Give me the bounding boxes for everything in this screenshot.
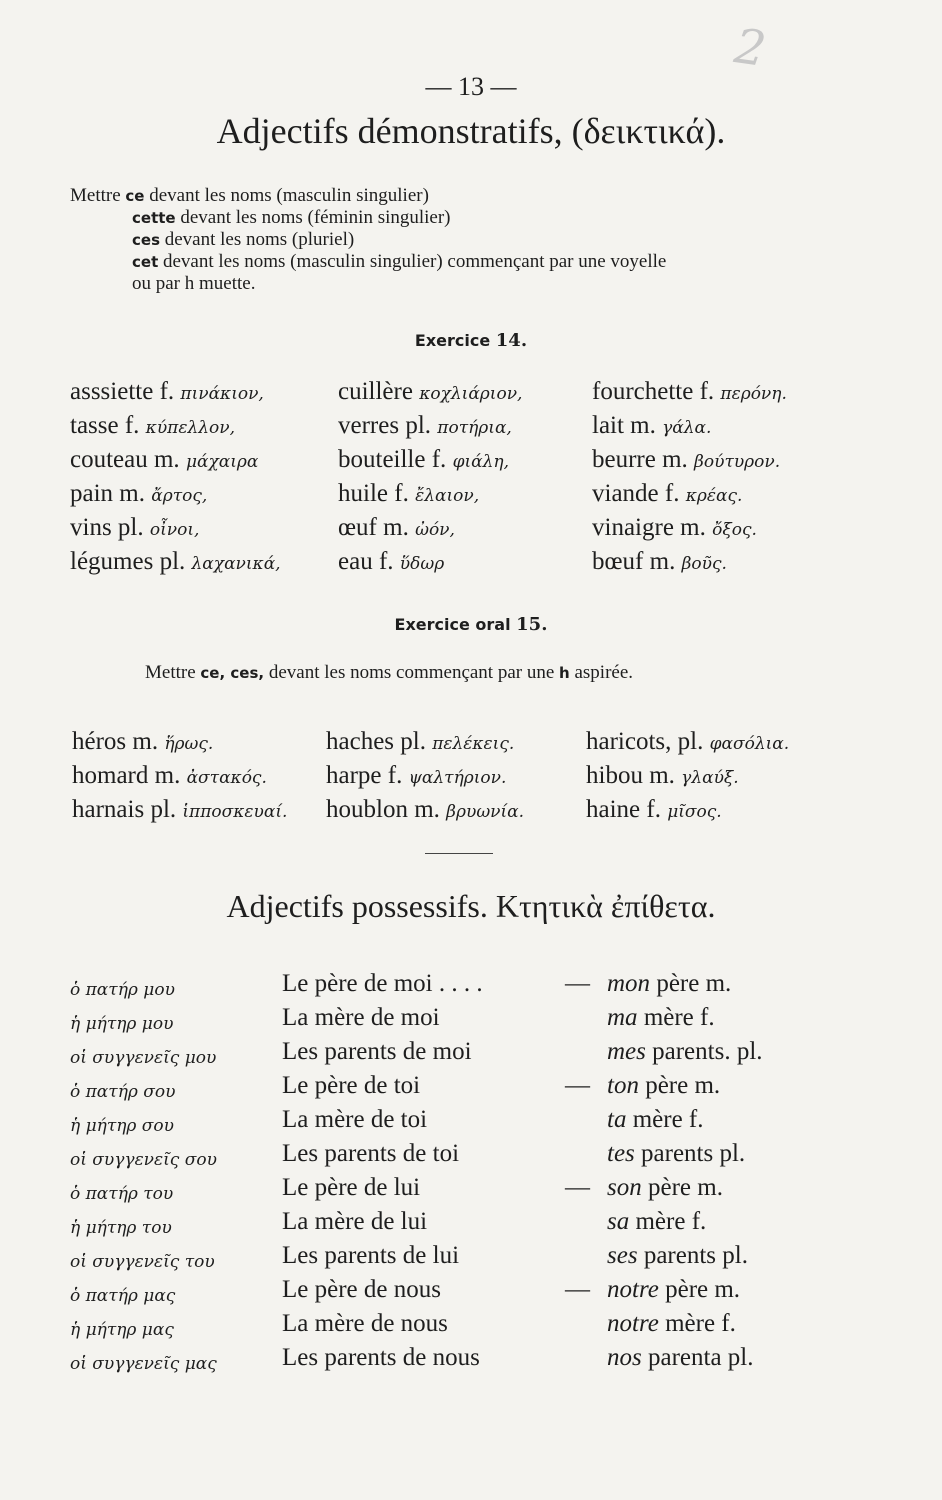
greek-word: ψαλτήριον. [408, 768, 507, 788]
vocab-entry [70, 378, 264, 406]
possessive-form [607, 1106, 704, 1134]
keyword: cette [132, 209, 176, 227]
vocab-entry [338, 446, 509, 474]
french-word: vins pl. [70, 514, 144, 541]
french-word: œuf m. [338, 514, 409, 541]
dash: — [565, 1072, 590, 1099]
french-word: tasse f. [70, 412, 140, 439]
possessive-form [607, 1276, 740, 1304]
greek-word: μάχαιρα [185, 452, 259, 472]
noun-gloss: mère f. [626, 1106, 704, 1133]
vocab-entry [70, 480, 207, 508]
greek-word: γάλα. [662, 418, 712, 438]
french-phrase: La mère de nous [282, 1310, 448, 1337]
greek-word: βοῦς. [681, 554, 727, 574]
greek-phrase: οἱ συγγενεῖς του [70, 1252, 215, 1272]
french-word: bœuf m. [592, 548, 676, 575]
keyword: ces [132, 231, 160, 249]
noun-gloss: parents pl. [634, 1140, 746, 1167]
possessive-adjective: ma [607, 1004, 638, 1031]
corner-pencil-mark: 2 [731, 18, 770, 78]
french-phrase: Les parents de moi [282, 1038, 472, 1065]
vocab-entry [338, 548, 444, 576]
vocab-entry [592, 480, 742, 508]
demonstrative-instructions [70, 185, 870, 295]
greek-word: κοχλιάριον, [419, 384, 523, 404]
possessive-form [607, 1174, 723, 1202]
greek-word: ὕδωρ [399, 554, 445, 574]
french-word: hibou m. [586, 762, 675, 789]
french-word: pain m. [70, 480, 145, 507]
french-word: haricots, pl. [586, 728, 704, 755]
french-phrase: Le père de moi . . . . [282, 970, 483, 997]
noun-gloss: père m. [650, 970, 732, 997]
possessive-form [607, 1242, 748, 1270]
greek-phrase: ὁ πατήρ μας [70, 1286, 176, 1306]
greek-word: ποτήρια, [437, 418, 512, 438]
noun-gloss: parents. pl. [645, 1038, 763, 1065]
dash: — [565, 1276, 590, 1303]
french-phrase: Les parents de nous [282, 1344, 480, 1371]
greek-word: φασόλια. [709, 734, 790, 754]
vocab-entry [72, 762, 267, 790]
vocab-entry [592, 514, 757, 542]
vocab-entry [586, 762, 739, 790]
noun-gloss: mère f. [629, 1208, 707, 1235]
vocab-entry [326, 796, 524, 824]
instruction-line: cet devant les noms (masculin singulier) commençant par une voyelle [132, 251, 667, 272]
french-word: couteau m. [70, 446, 180, 473]
french-word: verres pl. [338, 412, 432, 439]
greek-phrase: οἱ συγγενεῖς σου [70, 1150, 217, 1170]
greek-word: ἔλαιον, [415, 486, 480, 506]
possessive-form [607, 1208, 706, 1236]
possessive-adjective: mes [607, 1038, 646, 1065]
french-word: héros m. [72, 728, 159, 755]
noun-gloss: père m. [638, 1072, 721, 1099]
greek-word: οἶνοι, [149, 520, 200, 540]
greek-phrase: ἡ μήτηρ μου [70, 1014, 174, 1034]
instruction-line: ces devant les noms (pluriel) [132, 229, 355, 250]
greek-word: περόνη. [720, 384, 787, 404]
vocab-entry [338, 480, 479, 508]
french-word: houblon m. [326, 796, 440, 823]
vocab-entry [338, 378, 522, 406]
keyword: cet [132, 253, 159, 271]
keyword: ce, ces, [200, 664, 265, 682]
french-phrase: Les parents de toi [282, 1140, 460, 1167]
french-word: huile f. [338, 480, 409, 507]
greek-word: ἄρτος, [151, 486, 208, 506]
greek-phrase: ἡ μήτηρ μας [70, 1320, 174, 1340]
french-phrase: La mère de lui [282, 1208, 428, 1235]
french-phrase: Le père de lui [282, 1174, 421, 1201]
possessive-form [607, 1038, 763, 1066]
greek-phrase: ἡ μήτηρ σου [70, 1116, 174, 1136]
vocab-entry [72, 796, 287, 824]
greek-phrase: ὁ πατήρ σου [70, 1082, 176, 1102]
possessive-adjective: son [607, 1174, 642, 1201]
vocab-entry [586, 796, 722, 824]
french-word: asssiette f. [70, 378, 175, 405]
possessive-form [607, 1140, 745, 1168]
greek-word: ὠόν, [415, 520, 455, 540]
french-word: viande f. [592, 480, 680, 507]
vocab-entry [70, 446, 258, 474]
vocab-entry [592, 446, 780, 474]
greek-word: πελέκεις. [432, 734, 515, 754]
keyword: h [559, 664, 570, 682]
french-word: haches pl. [326, 728, 426, 755]
instruction-line: cette devant les noms (féminin singulier) [132, 207, 451, 228]
french-word: légumes pl. [70, 548, 186, 575]
page-number: — 13 — [425, 72, 517, 101]
possessive-adjective: ta [607, 1106, 627, 1133]
french-word: eau f. [338, 548, 394, 575]
vocab-entry [592, 378, 787, 406]
possessive-adjective: notre [607, 1310, 659, 1337]
possessive-form [607, 1344, 754, 1372]
french-word: lait m. [592, 412, 656, 439]
french-phrase: Le père de toi [282, 1072, 421, 1099]
possessive-adjective: sa [607, 1208, 630, 1235]
possessive-adjective: ton [607, 1072, 639, 1099]
greek-word: πινάκιον, [180, 384, 264, 404]
noun-gloss: père m. [658, 1276, 741, 1303]
vocab-entry [326, 728, 514, 756]
french-word: beurre m. [592, 446, 688, 473]
french-phrase: La mère de toi [282, 1106, 428, 1133]
french-phrase: Le père de nous [282, 1276, 441, 1303]
vocab-entry [70, 548, 281, 576]
noun-gloss: parenta pl. [641, 1344, 754, 1371]
greek-word: μῖσος. [667, 802, 722, 822]
noun-gloss: parents pl. [637, 1242, 748, 1269]
greek-word: ὄξος. [712, 520, 757, 540]
greek-word: βούτυρον. [694, 452, 781, 472]
greek-phrase: οἱ συγγενεῖς μας [70, 1354, 217, 1374]
greek-word: ἀστακός. [186, 768, 267, 788]
possessive-form [607, 970, 731, 998]
possessive-adjective: nos [607, 1344, 642, 1371]
vocab-entry [70, 412, 235, 440]
french-word: harnais pl. [72, 796, 177, 823]
vocab-entry [592, 412, 711, 440]
vocab-entry [592, 548, 727, 576]
noun-gloss: mère f. [658, 1310, 736, 1337]
french-word: harpe f. [326, 762, 403, 789]
exercise-15-instruction: Mettre ce, ces, devant les noms commençant par une h aspirée. [145, 662, 634, 683]
french-word: homard m. [72, 762, 181, 789]
exercise-15-heading: Exercice oral 15. [394, 614, 548, 635]
vocab-entry [586, 728, 789, 756]
french-word: fourchette f. [592, 378, 715, 405]
possessive-adjective: tes [607, 1140, 635, 1167]
greek-word: ἱπποσκευαί. [182, 802, 288, 822]
instruction-line: ou par h muette. [132, 273, 256, 294]
instruction-line: Mettre ce devant les noms (masculin singulier) [70, 185, 429, 206]
dash: — [565, 1174, 590, 1201]
greek-phrase: ἡ μήτηρ του [70, 1218, 172, 1238]
french-word: cuillère [338, 378, 413, 405]
possessive-adjective: ses [607, 1242, 638, 1269]
vocab-entry [338, 412, 512, 440]
greek-phrase: ὁ πατήρ του [70, 1184, 174, 1204]
greek-phrase: ὁ πατήρ μου [70, 980, 175, 1000]
possessive-adjective: mon [607, 970, 651, 997]
section-divider [425, 853, 493, 854]
exercise-14-heading: Exercice 14. [414, 330, 528, 351]
possessive-form [607, 1310, 736, 1338]
french-word: haine f. [586, 796, 661, 823]
greek-word: ἥρως. [164, 734, 214, 754]
section-title-possessives: Adjectifs possessifs. Κτητικὰ ἐπίθετα. [226, 888, 716, 924]
noun-gloss: mère f. [637, 1004, 715, 1031]
greek-word: βρυωνία. [446, 802, 525, 822]
french-phrase: La mère de moi [282, 1004, 440, 1031]
greek-word: κύπελλον, [145, 418, 235, 438]
french-word: vinaigre m. [592, 514, 706, 541]
noun-gloss: père m. [641, 1174, 723, 1201]
possessive-adjective: notre [607, 1276, 659, 1303]
vocab-entry [338, 514, 455, 542]
possessive-form [607, 1072, 720, 1100]
vocab-entry [72, 728, 213, 756]
keyword: ce [125, 187, 145, 205]
french-word: bouteille f. [338, 446, 447, 473]
greek-word: γλαύξ. [681, 768, 739, 788]
vocab-entry [326, 762, 506, 790]
greek-word: κρέας. [685, 486, 743, 506]
greek-word: φιάλη, [452, 452, 509, 472]
dash: — [565, 970, 590, 997]
vocab-entry [70, 514, 199, 542]
greek-phrase: οἱ συγγενεῖς μου [70, 1048, 217, 1068]
french-phrase: Les parents de lui [282, 1242, 460, 1269]
possessive-form [607, 1004, 715, 1032]
section-title-demonstratives: Adjectifs démonstratifs, (δεικτικά). [216, 111, 726, 151]
greek-word: λαχανικά, [191, 554, 281, 574]
